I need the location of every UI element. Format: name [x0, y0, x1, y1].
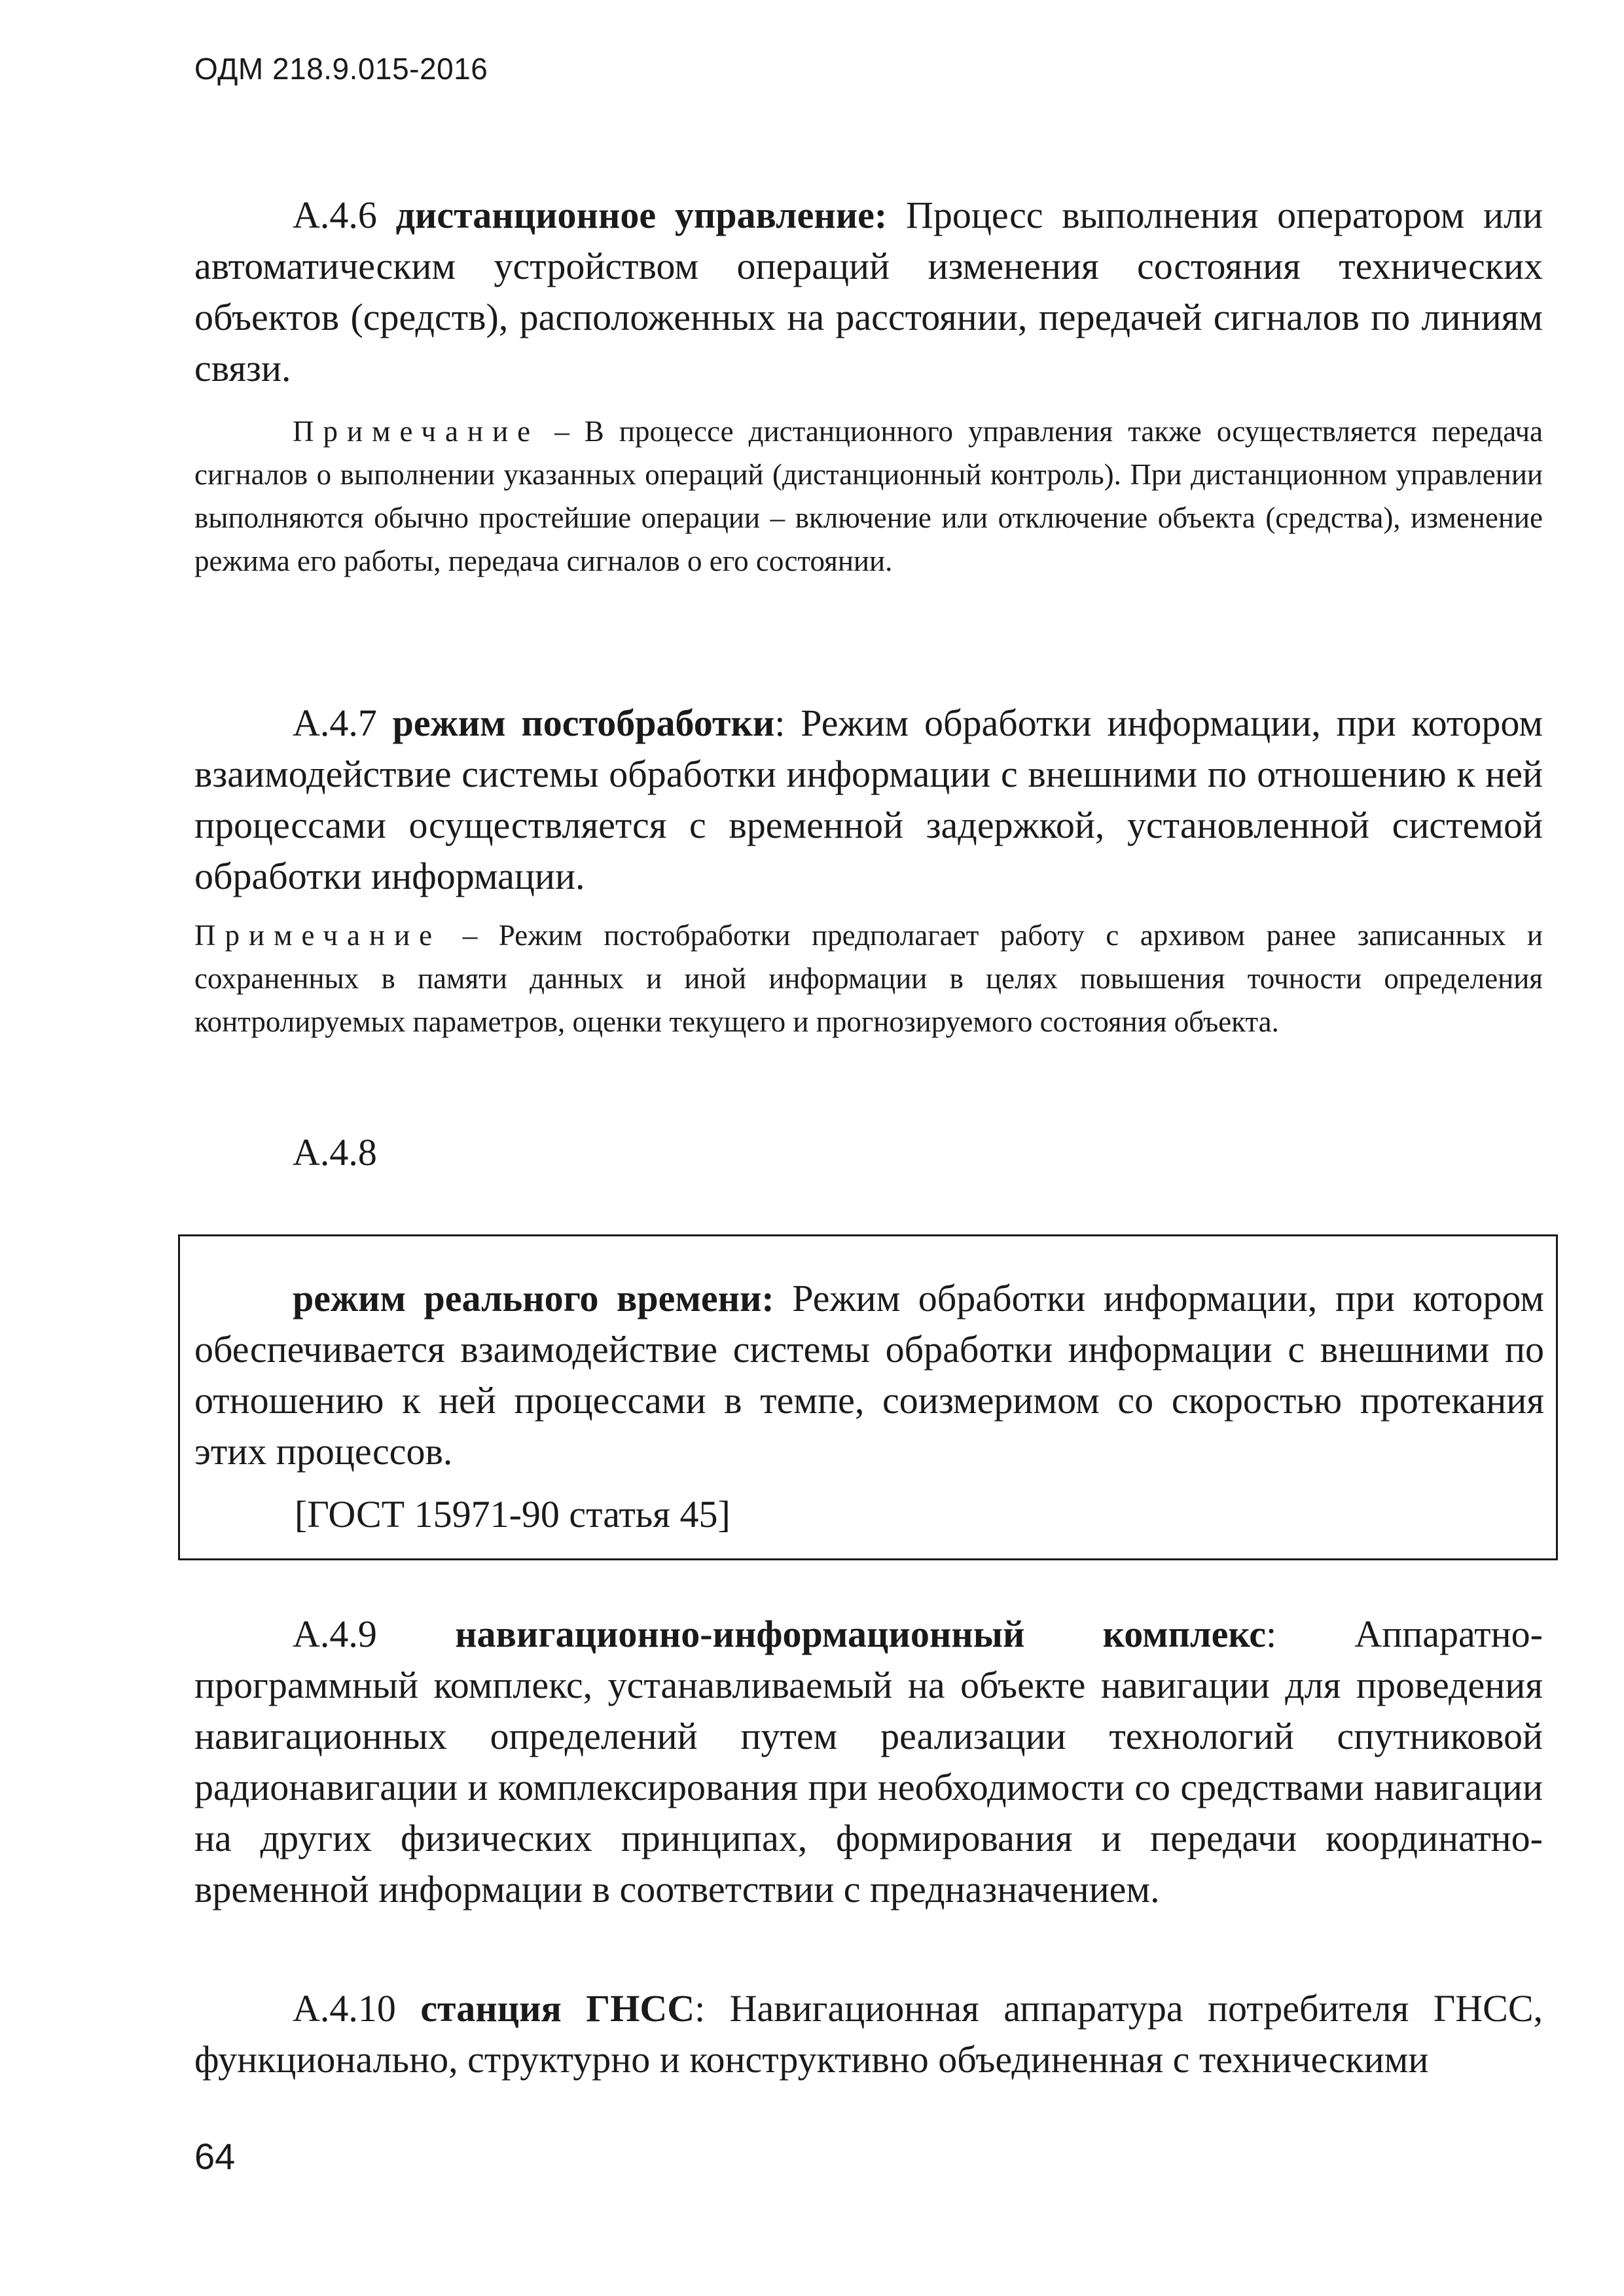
definition-a46: [194, 190, 1543, 394]
standard-reference: [ГОСТ 15971-90 статья 45]: [295, 1493, 731, 1535]
definition-a47: [194, 698, 1543, 902]
note-a47: [194, 914, 1543, 1043]
item-number: А.4.6: [293, 194, 377, 236]
item-number: А.4.9: [293, 1613, 377, 1655]
definition-text: : Режим обработки информации, при котором взаимодействие системы обработки информации с внешними по отношению к ней процессами осуществляется с временной задержкой, установленной системой обработки информации.: [194, 702, 1543, 897]
note-label: Примечание: [194, 919, 442, 952]
page-number: 64: [194, 2136, 236, 2177]
term: режим реального времени:: [293, 1277, 774, 1319]
note-label: Примечание: [293, 415, 540, 448]
note-text: – В процессе дистанционного управления также осуществляется передача сигналов о выполнении указанных операций (дистанционный контроль). При дистанционном управлении выполняются обычно простейшие операции – включение или отключение объекта (средства), изменение режима его работы, передача сигналов о его состоянии.: [194, 415, 1543, 577]
item-number-a48: А.4.8: [293, 1131, 377, 1174]
term: станция ГНСС: [420, 1987, 695, 2030]
definition-text: Процесс выполнения оператором или автоматическим устройством операций изменения состояния технических объектов (средств), расположенных на расстоянии, передачей сигналов по линиям связи.: [194, 194, 1543, 389]
boxed-definition-a48: [178, 1234, 1558, 1560]
term: режим постобработки: [392, 702, 775, 744]
item-number: А.4.7: [293, 702, 377, 744]
definition-text: Режим обработки информации, при котором обеспечивается взаимодействие системы обработки информации с внешними по отношению к ней процессами в темпе, соизмеримом со скоростью протекания этих процессов.: [194, 1277, 1544, 1473]
item-number: А.4.10: [293, 1987, 396, 2030]
note-a46: [194, 410, 1543, 583]
page-header: ОДМ 218.9.015-2016: [194, 52, 488, 86]
definition-a410: [194, 1983, 1543, 2085]
definition-text: : Аппаратно-программный комплекс, устанавливаемый на объекте навигации для проведения навигационных определений путем реализации технологий спутниковой радионавигации и комплексирования при необходимости со средствами навигации на других физических принципах, формирования и передачи координатно-временной информации в соответствии с предназначением.: [194, 1613, 1543, 1910]
term: навигационно-информационный комплекс: [455, 1613, 1267, 1655]
term: дистанционное управление:: [395, 194, 888, 236]
definition-a48: [194, 1273, 1544, 1477]
definition-text: : Навигационная аппаратура потребителя ГНСС, функционально, структурно и конструктивно объединенная с техническими: [194, 1987, 1543, 2081]
definition-a49: [194, 1609, 1543, 1915]
note-text: – Режим постобработки предполагает работу с архивом ранее записанных и сохраненных в памяти данных и иной информации в целях повышения точности определения контролируемых параметров, оценки текущего и прогнозируемого состояния объекта.: [194, 919, 1543, 1038]
